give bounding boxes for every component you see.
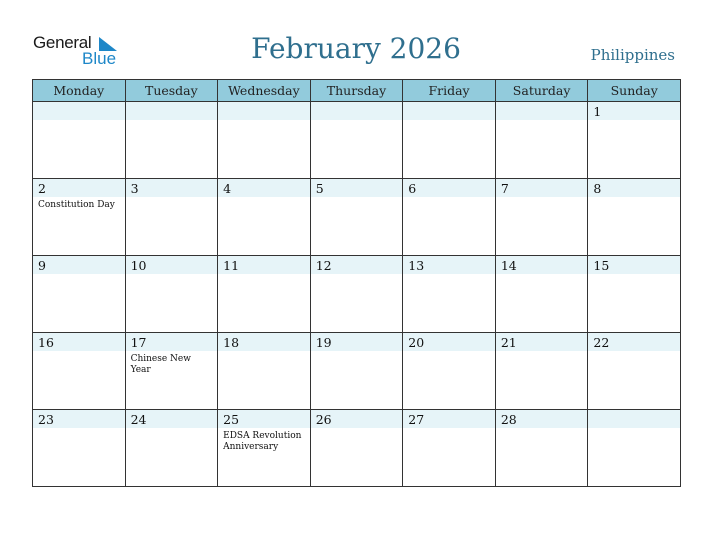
day-cell — [495, 256, 588, 333]
country-label: Philippines — [590, 46, 675, 64]
day-cell — [495, 179, 588, 256]
day-cell — [218, 179, 311, 256]
day-cell — [310, 256, 403, 333]
day-cell — [495, 102, 588, 179]
day-number: 26 — [315, 412, 332, 427]
holiday-label: Constitution Day — [38, 200, 115, 210]
day-band — [403, 102, 495, 120]
day-band — [33, 256, 125, 274]
day-cell — [588, 102, 681, 179]
holiday-label: EDSA Revolution Anniversary — [223, 431, 302, 452]
day-number: 14 — [500, 258, 517, 273]
day-number: 2 — [38, 181, 46, 196]
day-number: 4 — [223, 181, 232, 196]
day-cell — [310, 179, 403, 256]
day-cell — [125, 179, 218, 256]
day-band — [311, 179, 403, 197]
day-cell — [588, 256, 681, 333]
day-number: 3 — [130, 181, 139, 196]
day-number: 16 — [38, 335, 54, 350]
weekday-header: Friday — [403, 80, 496, 102]
day-number: 25 — [223, 412, 240, 427]
day-band — [218, 179, 310, 197]
day-cell — [33, 410, 126, 487]
day-cell — [403, 333, 496, 410]
day-number: 15 — [593, 258, 610, 273]
day-number: 7 — [500, 181, 509, 196]
day-number: 24 — [130, 412, 147, 427]
day-cell — [125, 410, 218, 487]
weekday-header: Tuesday — [125, 80, 218, 102]
weekday-header: Saturday — [495, 80, 588, 102]
weekday-header: Wednesday — [218, 80, 311, 102]
day-band — [33, 102, 125, 120]
day-cell — [495, 410, 588, 487]
day-cell — [33, 179, 126, 256]
week-row — [33, 256, 681, 333]
day-number: 1 — [593, 104, 602, 119]
day-number: 21 — [500, 335, 517, 350]
day-number: 9 — [38, 258, 46, 273]
page-title: February 2026 — [251, 32, 461, 65]
day-cell — [218, 333, 311, 410]
day-cell — [33, 333, 126, 410]
day-number: 6 — [408, 181, 417, 196]
day-band — [33, 179, 125, 197]
day-cell — [495, 333, 588, 410]
day-cell — [403, 179, 496, 256]
day-cell — [218, 102, 311, 179]
day-number: 18 — [223, 335, 240, 350]
day-cell — [588, 333, 681, 410]
weekday-header: Monday — [33, 80, 126, 102]
day-number: 11 — [223, 258, 240, 273]
day-band — [126, 102, 218, 120]
day-band — [588, 179, 680, 197]
week-row — [33, 410, 681, 487]
day-cell — [33, 102, 126, 179]
holiday-label: Chinese New Year — [130, 354, 191, 375]
week-row — [33, 102, 681, 179]
day-number: 12 — [315, 258, 332, 273]
day-cell — [125, 256, 218, 333]
day-number: 23 — [38, 412, 54, 427]
calendar-grid — [32, 79, 681, 487]
week-row — [33, 333, 681, 410]
weekday-header: Sunday — [588, 80, 681, 102]
day-cell — [588, 410, 681, 487]
day-band — [403, 179, 495, 197]
day-cell — [403, 102, 496, 179]
day-cell — [588, 179, 681, 256]
day-cell — [310, 410, 403, 487]
logo-blue-text: Blue — [82, 49, 117, 68]
day-cell — [310, 333, 403, 410]
weekday-header: Thursday — [310, 80, 403, 102]
day-band — [496, 102, 588, 120]
day-band — [311, 102, 403, 120]
day-number: 8 — [593, 181, 602, 196]
day-number: 20 — [408, 335, 425, 350]
day-cell — [125, 102, 218, 179]
day-cell — [33, 256, 126, 333]
day-band — [496, 179, 588, 197]
day-cell — [310, 102, 403, 179]
day-cell — [403, 256, 496, 333]
day-number: 19 — [315, 335, 332, 350]
day-cell — [403, 410, 496, 487]
day-band — [588, 102, 680, 120]
day-number: 5 — [315, 181, 324, 196]
day-number: 27 — [408, 412, 425, 427]
day-band — [588, 410, 680, 428]
day-number: 17 — [130, 335, 147, 350]
week-row — [33, 179, 681, 256]
day-cell — [218, 410, 311, 487]
day-cell — [125, 333, 218, 410]
weekday-header-row — [33, 80, 681, 102]
day-band — [126, 179, 218, 197]
day-number: 28 — [500, 412, 517, 427]
day-cell — [218, 256, 311, 333]
day-number: 13 — [408, 258, 425, 273]
day-number: 10 — [130, 258, 147, 273]
day-band — [218, 102, 310, 120]
day-number: 22 — [593, 335, 610, 350]
logo-general-text: General — [33, 33, 92, 52]
